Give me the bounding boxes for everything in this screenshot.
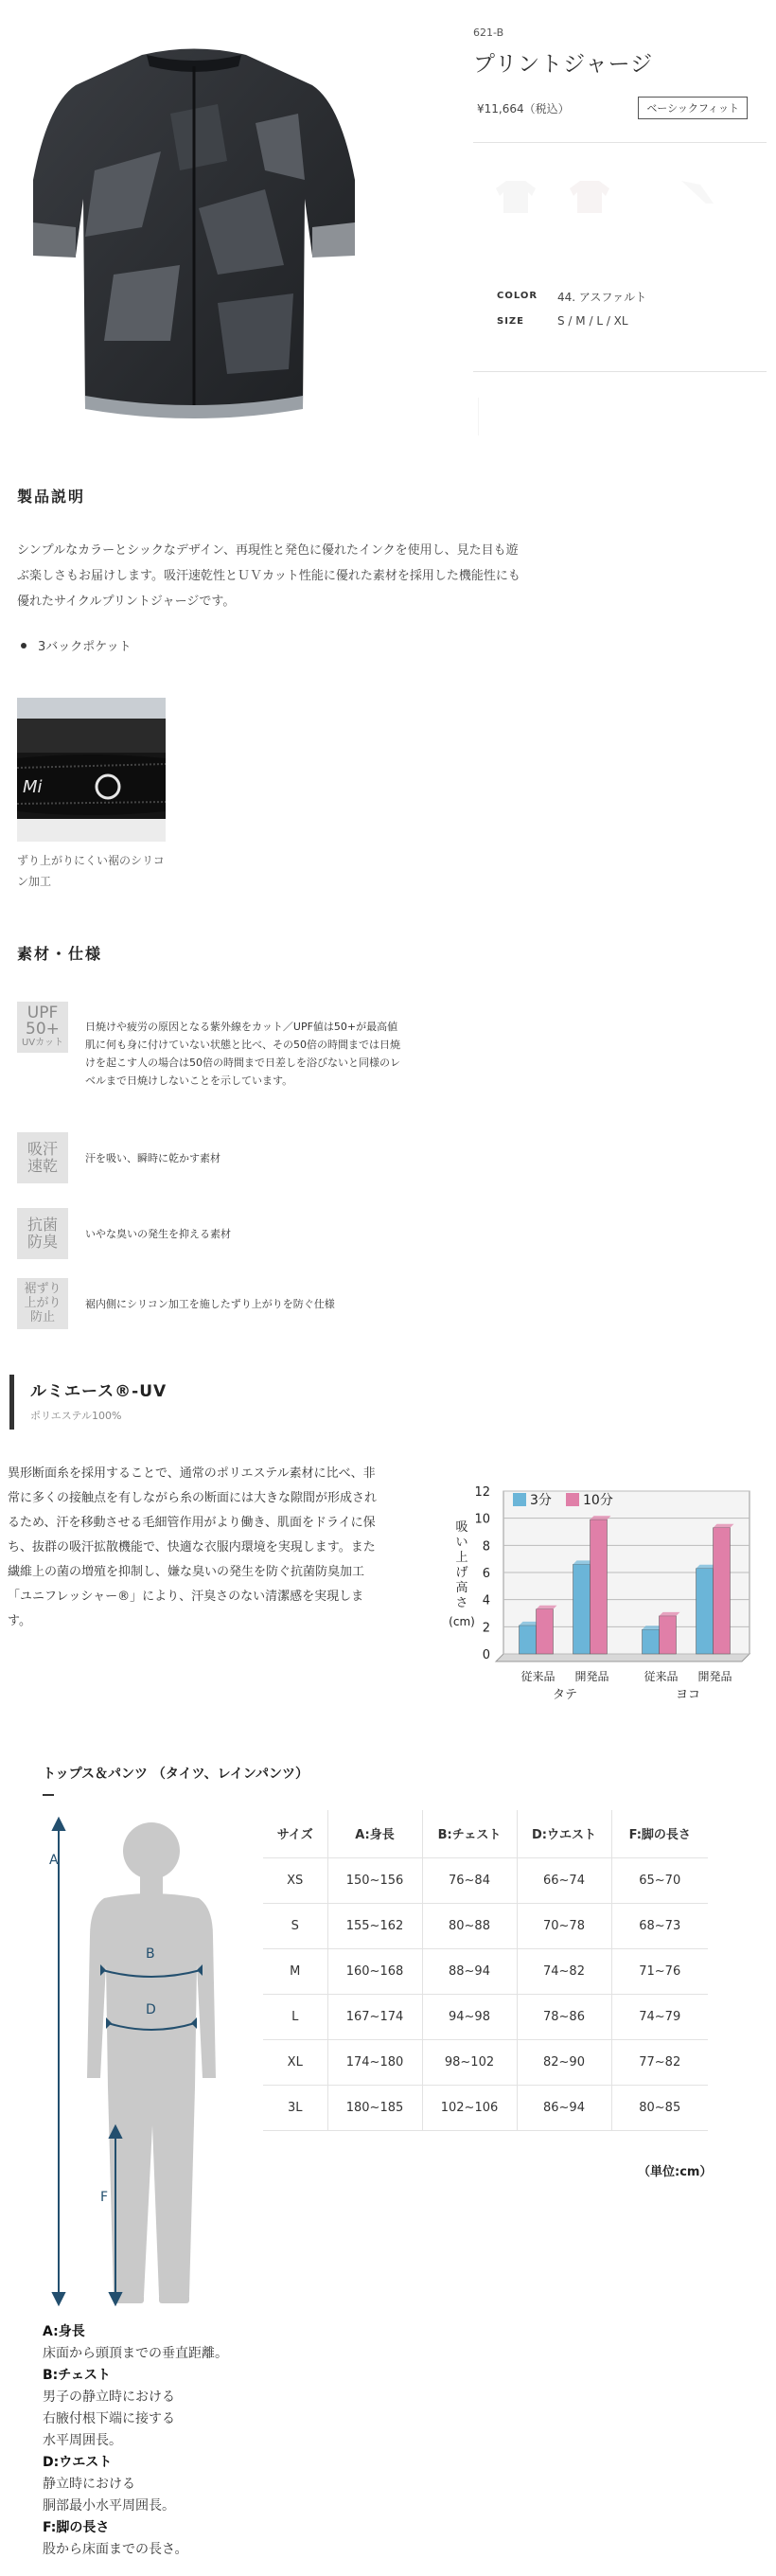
table-cell: 80~88 bbox=[422, 1903, 517, 1948]
product-code: 621-B bbox=[473, 27, 504, 39]
marker-d: D bbox=[146, 2002, 156, 2017]
legend-label: 10分 bbox=[583, 1493, 613, 1508]
y-tick-label: 0 bbox=[482, 1648, 490, 1662]
table-cell: 155~162 bbox=[327, 1903, 422, 1948]
upf-icon: UPF 50+ UVカット bbox=[17, 1002, 68, 1053]
features-heading: 素材・仕様 bbox=[17, 945, 103, 963]
legend-label: 3分 bbox=[530, 1493, 552, 1508]
group-label: ヨコ bbox=[675, 1688, 701, 1702]
table-row bbox=[263, 1948, 708, 1994]
legend-label: B:チェスト bbox=[43, 2368, 111, 2383]
bar bbox=[660, 1616, 677, 1654]
x-tick-label: 開発品 bbox=[574, 1670, 609, 1683]
hem-detail-image bbox=[17, 698, 166, 842]
anti-ride-up-text: 裾内側にシリコン加工を施したずり上がりを防ぐ仕様 bbox=[85, 1298, 335, 1310]
swatch-jersey-3[interactable] bbox=[672, 175, 719, 217]
description-body: シンプルなカラーとシックなデザイン、再現性と発色に優れたインクを使用し、見た目も遊ぶ楽しさもお届けします。吸汗速乾性とＵＶカット性能に優れた素材を採用した機能性にも優れたサイクルプリントジャージです。 bbox=[17, 543, 520, 609]
antibacterial-text: いやな臭いの発生を抑える素材 bbox=[85, 1228, 231, 1240]
x-tick-label: 従来品 bbox=[520, 1670, 556, 1683]
y-tick-label: 8 bbox=[482, 1539, 490, 1554]
table-cell: 102~106 bbox=[422, 2085, 517, 2130]
body-measurement-figure bbox=[38, 1803, 227, 2319]
wicking-chart bbox=[445, 1465, 767, 1720]
table-row bbox=[263, 2039, 708, 2085]
table-cell: 150~156 bbox=[327, 1857, 422, 1903]
table-cell: 167~174 bbox=[327, 1994, 422, 2039]
bar bbox=[537, 1609, 554, 1654]
y-axis-unit: (cm) bbox=[449, 1615, 475, 1628]
header-cell: サイズ bbox=[263, 1810, 327, 1857]
legend-swatch bbox=[513, 1493, 526, 1506]
marker-b: B bbox=[146, 1946, 155, 1962]
size-title-underline bbox=[43, 1794, 54, 1796]
y-tick-label: 2 bbox=[482, 1621, 490, 1636]
product-price: ¥11,664（税込） bbox=[477, 102, 570, 115]
plot-floor bbox=[496, 1654, 750, 1661]
y-tick-label: 4 bbox=[482, 1593, 490, 1608]
table-cell: 66~74 bbox=[517, 1857, 611, 1903]
bullet-dot bbox=[21, 643, 26, 648]
y-axis-label-char: さ bbox=[455, 1596, 468, 1610]
size-value: S / M / L / XL bbox=[557, 314, 628, 328]
measurement-legend bbox=[43, 2321, 326, 2561]
legend-line: 右腋付根下端に接する bbox=[43, 2411, 175, 2426]
divider bbox=[473, 142, 767, 143]
header-cell: D:ウエスト bbox=[517, 1810, 611, 1857]
legend-swatch bbox=[566, 1493, 579, 1506]
bar bbox=[643, 1629, 660, 1654]
table-cell: 65~70 bbox=[611, 1857, 708, 1903]
table-cell: 160~168 bbox=[327, 1948, 422, 1994]
bar bbox=[714, 1528, 731, 1654]
table-cell: 174~180 bbox=[327, 2039, 422, 2085]
legend-line: 男子の静立時における bbox=[43, 2389, 175, 2405]
fit-button[interactable]: ベーシックフィット bbox=[638, 97, 748, 119]
quick-dry-text: 汗を吸い、瞬時に乾かす素材 bbox=[85, 1152, 220, 1164]
wicking-chart-svg bbox=[445, 1465, 767, 1720]
table-row bbox=[263, 1857, 708, 1903]
table-cell: XS bbox=[263, 1857, 327, 1903]
legend-line: 床面から頭頂までの垂直距離。 bbox=[43, 2346, 228, 2361]
size-table-header bbox=[263, 1810, 708, 1857]
table-cell: L bbox=[263, 1994, 327, 2039]
color-value: 44. アスファルト bbox=[557, 291, 647, 304]
material-body: 異形断面糸を採用することで、通常のポリエステル素材に比べ、非常に多くの接触点を有しながら糸の断面には大きな隙間が形成されるため、汗を移動させる毛細管作用がより働き、肌面をドライに保ち、抜群の吸汗拡散機能で、快適な衣服内環境を実現します。また繊維上の菌の増殖を抑制し、嫌な臭いの発生を防ぐ抗菌防臭加工「ユニフレッシャー®」により、汗臭さのない清潔感を実現します。 bbox=[8, 1466, 378, 1628]
bar bbox=[697, 1569, 714, 1654]
table-cell: 98~102 bbox=[422, 2039, 517, 2085]
size-chart-title: トップス＆パンツ （タイツ、レインパンツ） bbox=[43, 1767, 309, 1782]
x-tick-label: 従来品 bbox=[644, 1670, 679, 1683]
material-accent-bar bbox=[9, 1375, 14, 1430]
legend-line: 水平周囲長。 bbox=[43, 2433, 122, 2448]
bullet-item bbox=[21, 636, 132, 654]
group-label: タテ bbox=[552, 1688, 578, 1702]
hem-logo-text: Mi bbox=[23, 777, 43, 797]
table-cell: XL bbox=[263, 2039, 327, 2085]
size-label: SIZE bbox=[497, 316, 525, 327]
table-cell: S bbox=[263, 1903, 327, 1948]
color-row bbox=[497, 289, 646, 305]
size-row bbox=[497, 314, 628, 328]
table-row bbox=[263, 1903, 708, 1948]
product-info bbox=[473, 27, 757, 119]
color-swatches bbox=[492, 175, 719, 222]
header-cell: B:チェスト bbox=[422, 1810, 517, 1857]
table-cell: 180~185 bbox=[327, 2085, 422, 2130]
bar bbox=[591, 1519, 608, 1654]
jersey-image bbox=[28, 38, 360, 426]
legend-line: 股から床面までの長さ。 bbox=[43, 2542, 188, 2557]
table-cell: 70~78 bbox=[517, 1903, 611, 1948]
table-cell: 74~79 bbox=[611, 1994, 708, 2039]
table-cell: 82~90 bbox=[517, 2039, 611, 2085]
y-axis-label-char: 高 bbox=[455, 1581, 468, 1595]
x-tick-label: 開発品 bbox=[697, 1670, 732, 1683]
price-row bbox=[473, 95, 757, 119]
swatch-jersey-2[interactable] bbox=[566, 175, 613, 217]
table-cell: 94~98 bbox=[422, 1994, 517, 2039]
table-cell: 78~86 bbox=[517, 1994, 611, 2039]
product-name: プリントジャージ bbox=[473, 52, 654, 77]
material-name: ルミエース®-UV bbox=[30, 1382, 168, 1401]
hem-detail-caption: ずり上がりにくい裾のシリコン加工 bbox=[17, 854, 165, 888]
description-heading: 製品説明 bbox=[17, 488, 86, 506]
quick-dry-icon: 吸汗 速乾 bbox=[17, 1132, 68, 1183]
header-cell: F:脚の長さ bbox=[611, 1810, 708, 1857]
table-cell: 68~73 bbox=[611, 1903, 708, 1948]
swatch-jersey-1[interactable] bbox=[492, 175, 539, 217]
bullet-text: 3バックポケット bbox=[38, 640, 132, 654]
table-cell: 71~76 bbox=[611, 1948, 708, 1994]
table-cell: 80~85 bbox=[611, 2085, 708, 2130]
y-tick-label: 6 bbox=[482, 1567, 490, 1581]
table-cell: M bbox=[263, 1948, 327, 1994]
divider bbox=[473, 371, 767, 372]
legend-line: 静立時における bbox=[43, 2477, 135, 2492]
table-cell: 3L bbox=[263, 2085, 327, 2130]
table-cell: 74~82 bbox=[517, 1948, 611, 1994]
bar bbox=[520, 1626, 537, 1654]
y-axis-label-char: 吸 bbox=[455, 1520, 468, 1535]
thumbnail[interactable] bbox=[478, 398, 491, 435]
marker-f: F bbox=[100, 2190, 109, 2205]
material-composition: ポリエステル100% bbox=[30, 1410, 122, 1422]
table-row bbox=[263, 2085, 708, 2130]
y-axis-label-char: い bbox=[455, 1536, 468, 1550]
y-axis-label-char: 上 bbox=[455, 1551, 468, 1565]
table-cell: 88~94 bbox=[422, 1948, 517, 1994]
y-axis-label-char: げ bbox=[455, 1566, 468, 1580]
bar bbox=[573, 1564, 591, 1654]
upf-text: 日焼けや疲労の原因となる紫外線をカット／UPF値は50+が最高値 肌に何も身に付けていない状態と比べ、その50倍の時間までは日焼けを起こす人の場合は50倍の時間まで日差しを浴びないと同様のレベルまで日焼けしないことを示しています。 bbox=[85, 1021, 400, 1087]
anti-ride-up-icon: 裾ずり 上がり 防止 bbox=[17, 1278, 68, 1329]
table-cell: 76~84 bbox=[422, 1857, 517, 1903]
size-table bbox=[263, 1810, 708, 2131]
table-cell: 86~94 bbox=[517, 2085, 611, 2130]
product-hero bbox=[0, 0, 776, 445]
marker-a: A bbox=[49, 1853, 59, 1868]
color-label: COLOR bbox=[497, 291, 538, 301]
legend-line: 胴部最小水平周囲長。 bbox=[43, 2498, 175, 2514]
table-row bbox=[263, 1994, 708, 2039]
header-cell: A:身長 bbox=[327, 1810, 422, 1857]
table-cell: 77~82 bbox=[611, 2039, 708, 2085]
legend-label: A:身長 bbox=[43, 2324, 85, 2339]
legend-label: F:脚の長さ bbox=[43, 2520, 110, 2535]
y-tick-label: 12 bbox=[474, 1485, 490, 1500]
y-tick-label: 10 bbox=[474, 1512, 490, 1527]
antibacterial-icon: 抗菌 防臭 bbox=[17, 1208, 68, 1259]
size-unit: （単位:cm） bbox=[638, 2165, 713, 2179]
legend-label: D:ウエスト bbox=[43, 2455, 113, 2470]
